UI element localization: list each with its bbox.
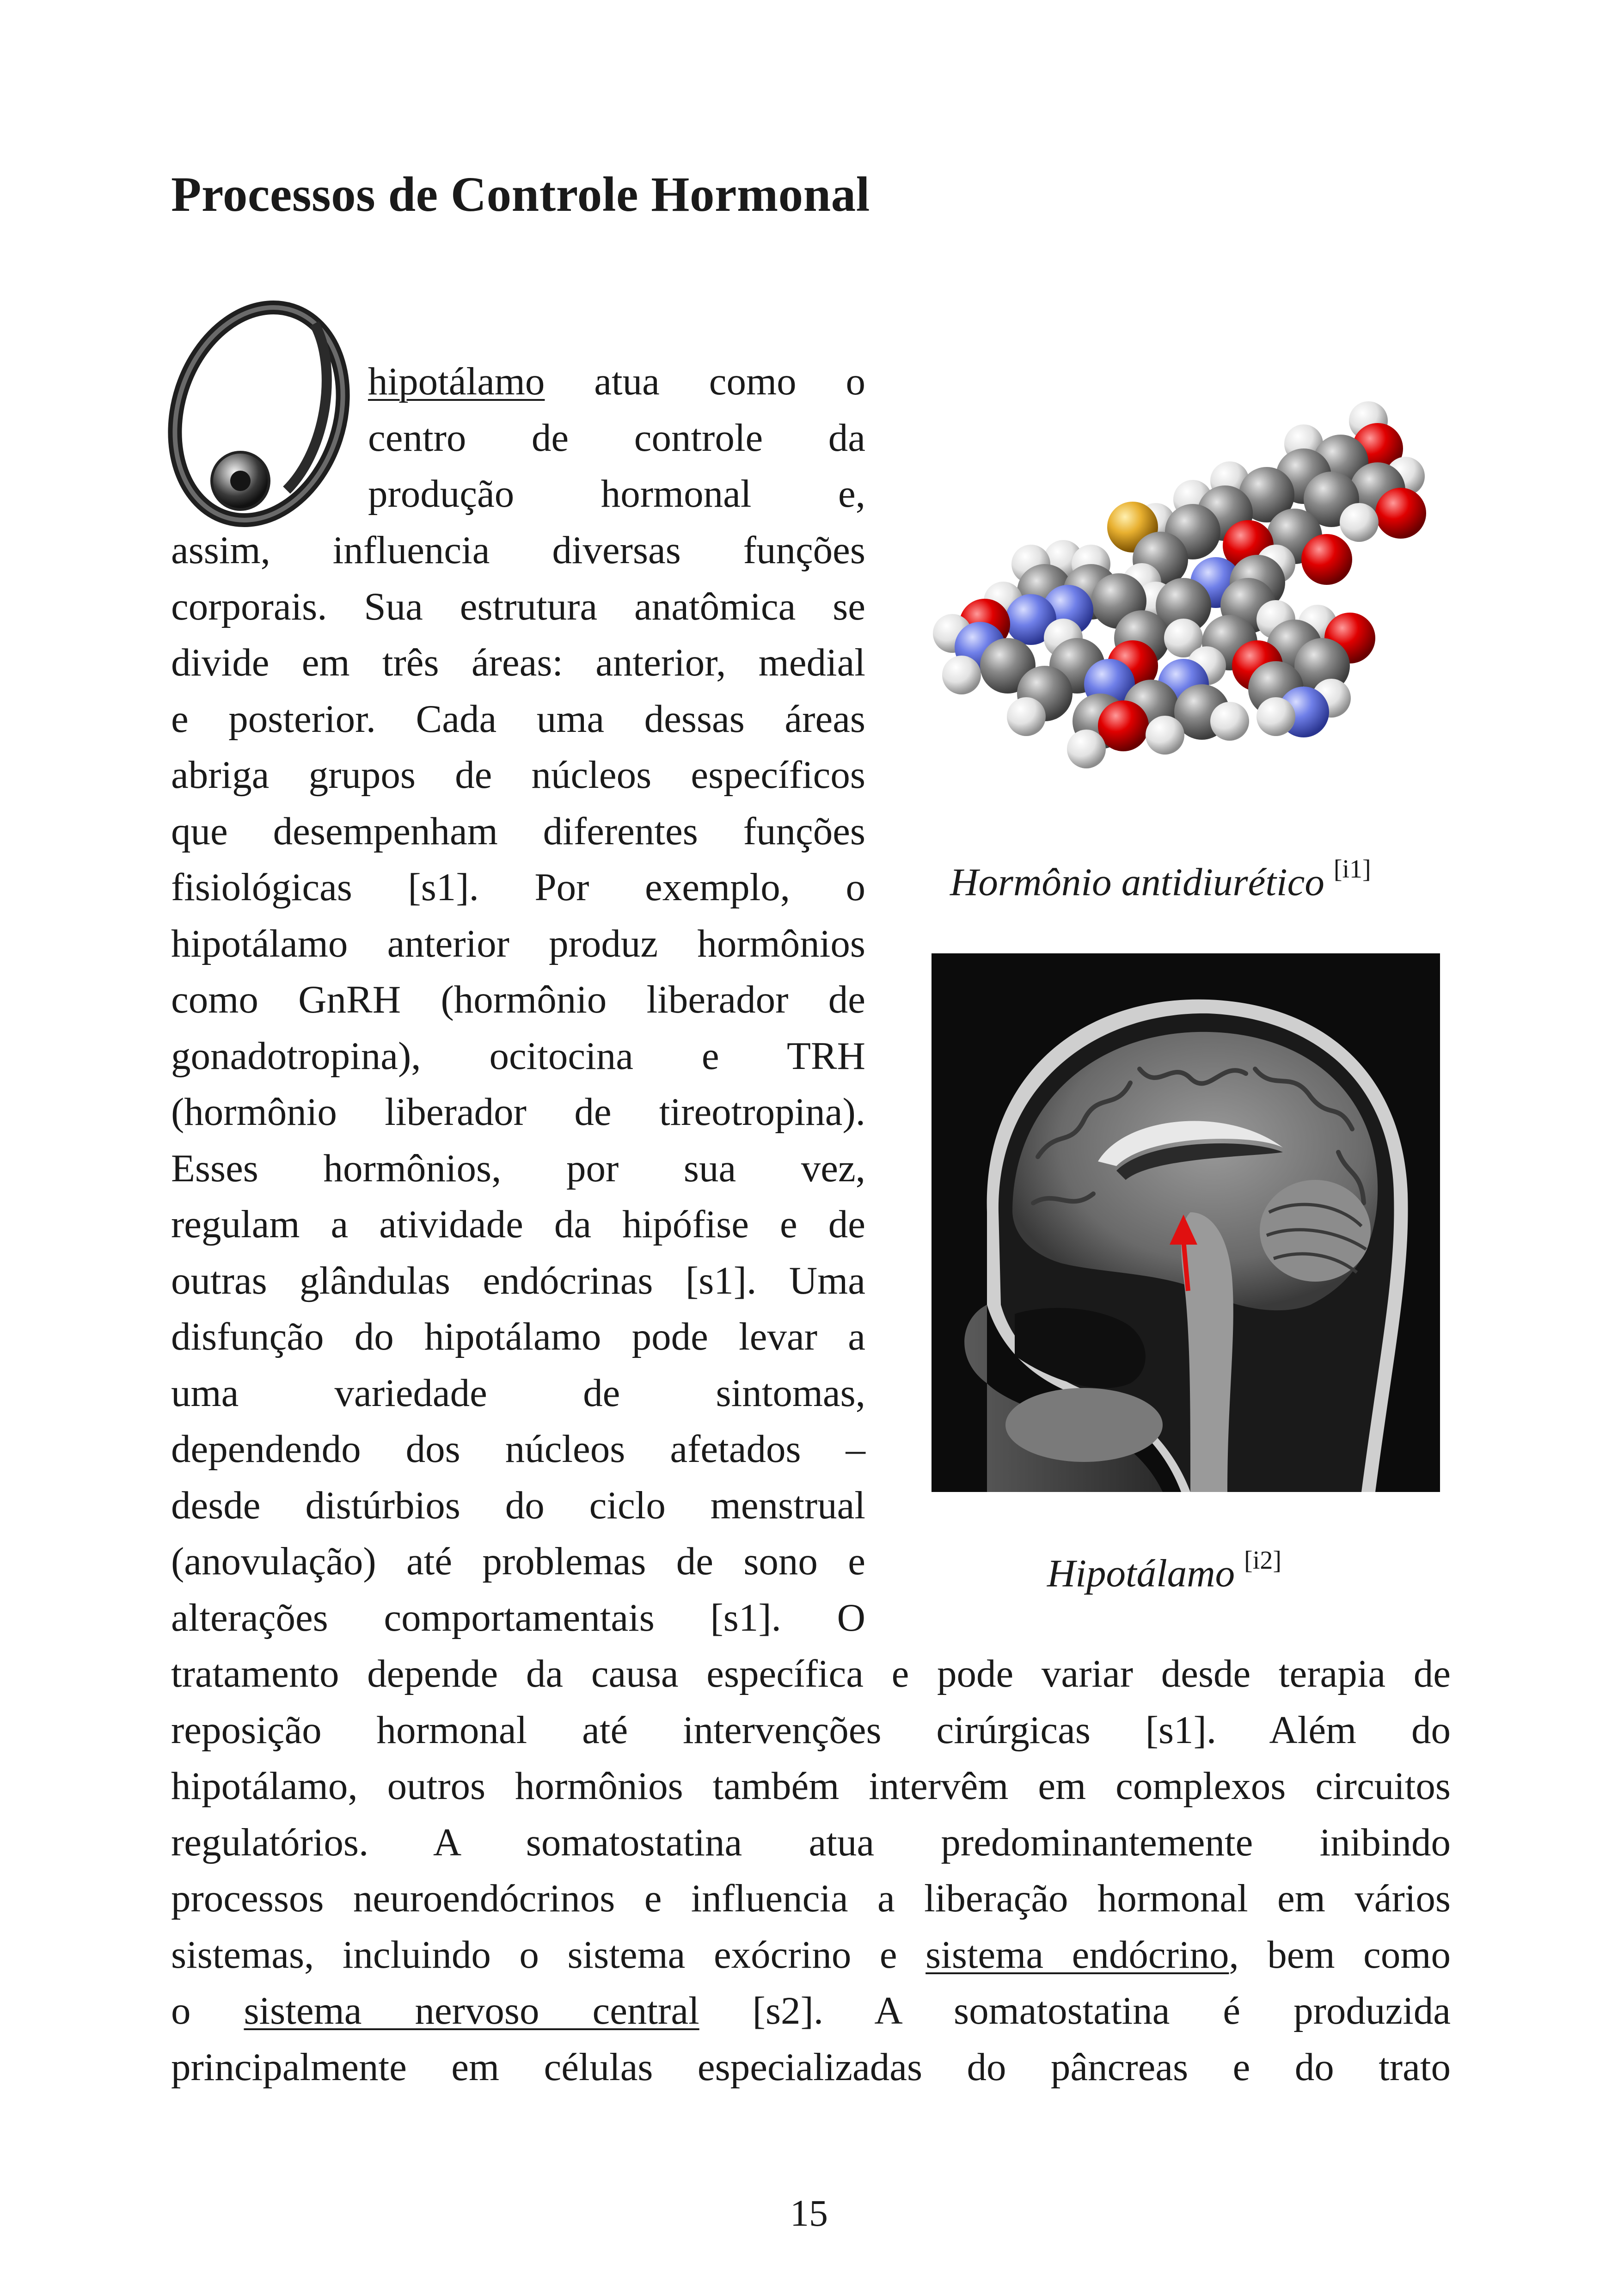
text-line: uma variedade de sintomas, (171, 1371, 865, 1415)
page-number: 15 (790, 2192, 828, 2234)
text-line: alterações comportamentais [s1]. O (171, 1596, 865, 1639)
text-line: o sistema nervoso central [s2]. A somatostatina é produzida (171, 1989, 1451, 2032)
text-line: (anovulação) até problemas de sono e (171, 1540, 865, 1583)
oxygen-atom (1098, 700, 1149, 751)
stethoscope-icon (162, 296, 356, 555)
text-line: hipotálamo, outros hormônios também intervêm em complexos circuitos (171, 1764, 1451, 1808)
body-text-narrow (171, 522, 865, 1646)
text-line: corporais. Sua estrutura anatômica se (171, 584, 865, 628)
text-line: que desempenham diferentes funções (171, 809, 865, 853)
link-sistema-nervoso-central[interactable]: sistema nervoso central (244, 1989, 699, 2032)
oxygen-atom (1301, 534, 1352, 585)
brain-mri-icon (932, 953, 1440, 1492)
text-line: disfunção do hipotálamo pode levar a (171, 1315, 865, 1358)
oxygen-atom (1375, 488, 1426, 539)
link-sistema-endocrino[interactable]: sistema endócrino (925, 1933, 1229, 1977)
text-line: Esses hormônios, por sua vez, (171, 1146, 865, 1190)
text-line: abriga grupos de núcleos específicos (171, 753, 865, 797)
link-hipotalamo[interactable]: hipotálamo (368, 360, 545, 403)
molecule-model-icon (906, 379, 1461, 804)
hydrogen-atom (1340, 503, 1379, 542)
hydrogen-atom (942, 656, 981, 694)
text-line: centro de controle da (368, 416, 865, 460)
hydrogen-atom (1067, 730, 1106, 768)
text-line: produção hormonal e, (368, 472, 865, 516)
text-line: regulatórios. A somatostatina atua predominantemente inibindo (171, 1820, 1451, 1864)
text-line: e posterior. Cada uma dessas áreas (171, 697, 865, 741)
text-line: principalmente em células especializadas do pâncreas e do trato (171, 2045, 1451, 2089)
text-line: processos neuroendócrinos e influencia a liberação hormonal em vários (171, 1877, 1451, 1920)
text-line: fisiológicas [s1]. Por exemplo, o (171, 866, 865, 909)
hydrogen-atom (1256, 697, 1295, 736)
intro-paragraph-indented (368, 354, 865, 522)
text-line: como GnRH (hormônio liberador de (171, 978, 865, 1021)
body-text-wide (171, 1646, 1451, 2095)
page-title: Processos de Controle Hormonal (171, 167, 870, 222)
text-line: gonadotropina), ocitocina e TRH (171, 1034, 865, 1078)
text-line: assim, influencia diversas funções (171, 528, 865, 572)
figure-caption-molecule: Hormônio antidiurético [i1] (950, 855, 1371, 904)
text-line: hipotálamo atua como o (368, 360, 865, 403)
text-line: reposição hormonal até intervenções cirúrgicas [s1]. Além do (171, 1708, 1451, 1752)
figure-ref: [i1] (1333, 855, 1371, 884)
text-line: divide em três áreas: anterior, medial (171, 641, 865, 684)
hydrogen-atom (1007, 697, 1046, 736)
text-line: sistemas, incluindo o sistema exócrino e sistema endócrino, bem como (171, 1933, 1451, 1977)
hydrogen-atom (1146, 716, 1184, 755)
text-line: desde distúrbios do ciclo menstrual (171, 1483, 865, 1527)
figure-caption-mri: Hipotálamo [i2] (1047, 1546, 1281, 1595)
text-line: hipotálamo anterior produz hormônios (171, 921, 865, 965)
text-line: dependendo dos núcleos afetados – (171, 1427, 865, 1471)
text-line: (hormônio liberador de tireotropina). (171, 1090, 865, 1134)
text-line: regulam a atividade da hipófise e de (171, 1203, 865, 1246)
text-line: outras glândulas endócrinas [s1]. Uma (171, 1259, 865, 1302)
text-line: tratamento depende da causa específica e pode variar desde terapia de (171, 1652, 1451, 1695)
hydrogen-atom (1210, 702, 1249, 741)
figure-ref: [i2] (1244, 1546, 1281, 1575)
